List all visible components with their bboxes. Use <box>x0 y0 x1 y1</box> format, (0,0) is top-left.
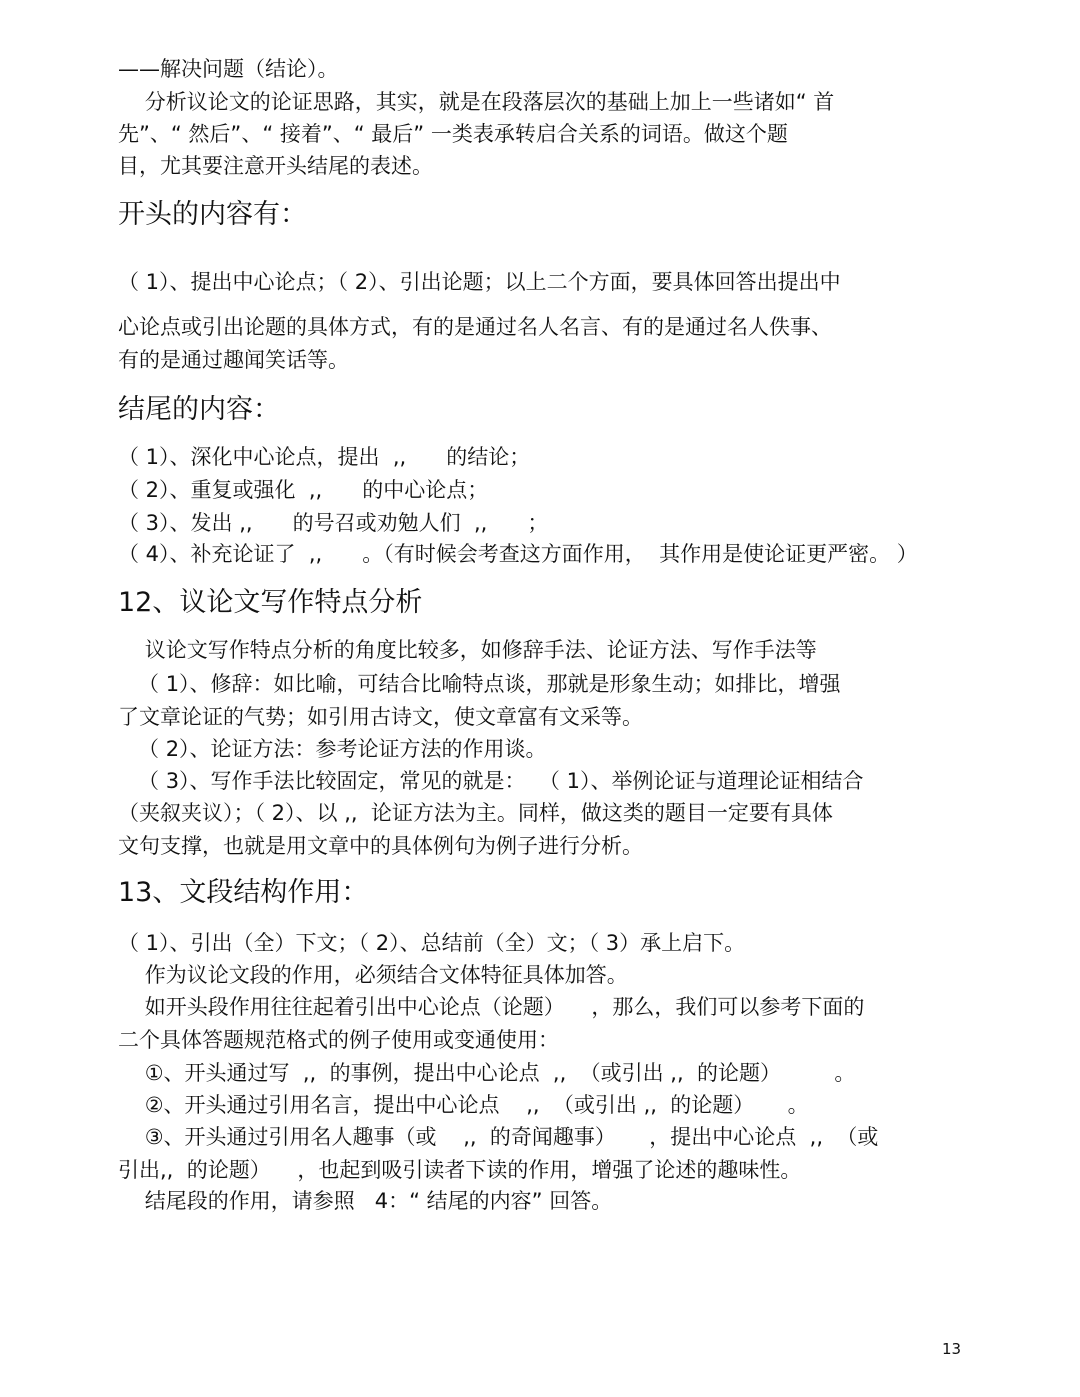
section-heading-13: 13、文段结构作用： <box>118 877 369 908</box>
text-line: 作为议论文段的作用，必须结合文体特征具体加答。 <box>118 963 628 987</box>
text-line: 引出,, 的论题） ，也起到吸引读者下读的作用，增强了论述的趣味性。 <box>118 1158 802 1182</box>
text-line: （ 1）、引出（全）下文；（ 2）、总结前（全）文；（ 3）承上启下。 <box>118 931 746 955</box>
text-line: （ 2）、论证方法：参考论证方法的作用谈。 <box>118 737 547 761</box>
text-line: 如开头段作用往往起着引出中心论点（论题） ，那么，我们可以参考下面的 <box>118 995 865 1019</box>
text-line: 有的是通过趣闻笑话等。 <box>118 348 349 372</box>
section-heading-opening: 开头的内容有： <box>118 199 307 230</box>
text-line: ——解决问题（结论）。 <box>118 57 339 81</box>
text-line: （ 1）、深化中心论点，提出 ,, 的结论； <box>118 445 531 469</box>
text-line: ①、开头通过写 ,, 的事例，提出中心论点 ,, （或引出 ,, 的论题） 。 <box>118 1061 856 1085</box>
text-line: （ 1）、修辞：如比喻，可结合比喻特点谈，那就是形象生动；如排比，增强 <box>118 672 841 696</box>
text-line: 二个具体答题规范格式的例子使用或变通使用： <box>118 1028 559 1052</box>
text-line: ③、开头通过引用名人趣事（或 ,, 的奇闻趣事） ，提出中心论点 ,, （或 <box>118 1125 879 1149</box>
text-line: 心论点或引出论题的具体方式，有的是通过名人名言、有的是通过名人佚事、 <box>118 315 832 339</box>
page-number: 13 <box>942 1340 962 1358</box>
text-line: 先”、“ 然后”、“ 接着”、“ 最后” 一类表承转启合关系的词语。做这个题 <box>118 122 788 146</box>
text-line: （ 1）、提出中心论点；（ 2）、引出论题；以上二个方面，要具体回答出提出中 <box>118 270 841 294</box>
text-line: 结尾段的作用，请参照 4：“ 结尾的内容” 回答。 <box>118 1189 613 1213</box>
text-line: 目，尤其要注意开头结尾的表述。 <box>118 154 433 178</box>
text-line: （夹叙夹议）；（ 2）、以 ,, 论证方法为主。同样，做这类的题目一定要有具体 <box>118 801 833 825</box>
text-line: ②、开头通过引用名言，提出中心论点 ,, （或引出 ,, 的论题） 。 <box>118 1093 809 1117</box>
text-line: （ 3）、发出 ,, 的号召或劝勉人们 ,, ； <box>118 511 549 535</box>
text-line: 议论文写作特点分析的角度比较多，如修辞手法、论证方法、写作手法等 <box>118 638 817 662</box>
text-line: 了文章论证的气势；如引用古诗文，使文章富有文采等。 <box>118 705 643 729</box>
text-line: （ 3）、写作手法比较固定，常见的就是： （ 1）、举例论证与道理论证相结合 <box>118 769 864 793</box>
section-heading-12: 12、议论文写作特点分析 <box>118 587 423 618</box>
text-line: （ 2）、重复或强化 ,, 的中心论点； <box>118 478 489 502</box>
text-line: （ 4）、补充论证了 ,, 。（有时候会考查这方面作用， 其作用是使论证更严密。 ） <box>118 542 918 566</box>
text-line: 文句支撑，也就是用文章中的具体例句为例子进行分析。 <box>118 834 643 858</box>
section-heading-ending: 结尾的内容： <box>118 394 280 425</box>
text-line: 分析议论文的论证思路，其实，就是在段落层次的基础上加上一些诸如“ 首 <box>118 90 835 114</box>
